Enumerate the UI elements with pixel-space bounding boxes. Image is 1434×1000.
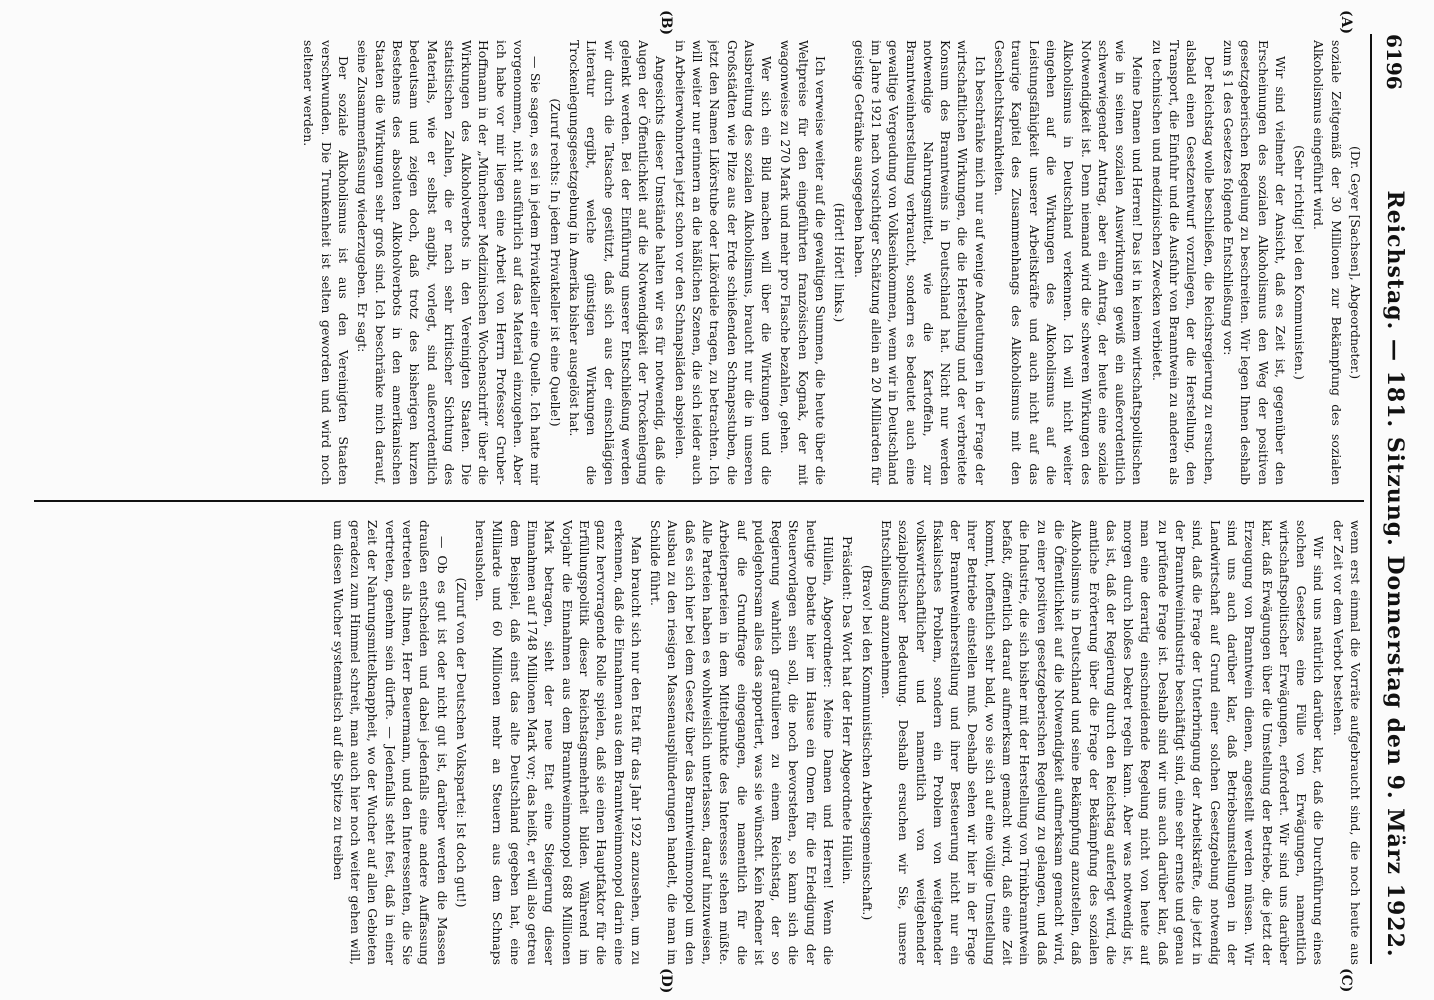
paragraph: Man braucht sich nur den Etat für das Jahr 1922 anzusehen, um zu erkennen, daß die Einnahmen aus dem Branntweinmonopol darin eine ganz hervorragende Rolle spielen, daß sie einen Hauptfaktor für die Erfüllungspolitik dieser Reichstagsmehrheit bilden. Während im Vorjahr die Einnahmen aus dem Branntweinmonopol 688 Millionen Mark betragen, sieht der neue Etat eine Steigerung dieser Einnahmen auf 1748 Millionen Mark vor; das heißt, er will also getreu dem Beispiel, daß einst das alte Deutschland gegeben hat, eine Milliarde und 60 Millionen mehr an Steuern aus dem Schnaps herausholen.	[473, 520, 644, 965]
margin-marker-a: (A)	[1338, 10, 1354, 35]
interjection: (Zuruf von der Deutschen Volkspartei: Ist doch gut!)	[453, 577, 469, 908]
paragraph: Hüllein, Abgeordneter: Meine Damen und Herren! Wenn die heutige Debatte hier im Hause ein Omen für die Erledigung der Steuervorlagen sein soll, die noch bevorstehen, so kann sich die Regierung wahrlich gratulieren zu einem Reichstag, der so pudelgehorsam alles das apportiert, was sie wünscht. Kein Redner ist auf die Grundfrage eingegangen, die namentlich für die Arbeiterparteien in dem Mittelpunkte des Interesses stehen müßte. Alle Parteien haben es wohlweislich unterlassen, darauf hinzuweisen, daß es sich hier bei dem Gesetz über das Branntweinmonopol um den Ausbau zu den riesigen Massenausplünderungen handelt, die man im Schilde führt.	[648, 520, 837, 965]
interjection: (Bravo! bei den Kommunistischen Arbeitsgemeinschaft.)	[859, 564, 875, 921]
paragraph: soziale Zeitgemäß der 30 Millionen zur Bekämpfung des sozialen Alkoholismus eingeführt wird.	[1311, 40, 1344, 485]
margin-marker-b: (B)	[658, 10, 674, 36]
interjection: (Hört! Hört! links.)	[832, 202, 848, 323]
margin-marker-c: (C)	[1338, 968, 1354, 993]
page-title: Reichstag. — 181. Sitzung. Donnerstag den 9. März 1922.	[1382, 190, 1408, 958]
page-number: 6196	[1382, 34, 1406, 90]
paragraph: Der soziale Alkoholismus ist aus den Vereinigten Staaten verschwunden. Die Trunkenheit ist selten geworden und wird noch seltener werden.	[301, 40, 352, 485]
paragraph: Der Reichstag wolle beschließen, die Reichsregierung zu ersuchen, alsbald einen Gesetzentwurf vorzulegen, der die Herstellung, den Transport, die Einfuhr und die Ausfuhr von Branntwein zu anderen als zu technischen und medizinischen Zwecken verbietet.	[1149, 40, 1217, 485]
interjection: (Zuruf rechts: In jedem Privatkeller ist eine Quelle!)	[547, 98, 563, 427]
paragraph: Angesichts dieser Umstände halten wir es für notwendig, daß die Augen der Öffentlichkeit auf die Notwendigkeit der Trockenlegung gelenkt werden. Bei der Einführung unserer Entschließung werden wir durch die Tatsache gestützt, daß sich aus der einschlägigen Literatur ergibt, welche günstigen Wirkungen die Trockenlegungsgesetzgebung in Amerika bisher ausgelöst hat.	[566, 40, 669, 485]
margin-marker-d: (D)	[658, 968, 674, 994]
column-divider	[34, 500, 1364, 502]
right-column	[34, 520, 1364, 965]
paragraph: Wer sich ein Bild machen will über die Wirkungen und die Ausbreitung des sozialen Alkoholismus, braucht nur die in unseren Großstädten wie Pilze aus der Erde schießenden Schnapsstuben, die jetzt den Namen Likörstube oder Likördiele tragen, zu betrachten. Ich will weiter nur erinnern an die häßlichen Szenen, die sich leider auch in Arbeiterwohnorten jetzt schon vor den Schnapsläden abspielen.	[672, 40, 775, 485]
page-header	[1370, 34, 1416, 964]
paragraph: Ich verweise weiter auf die gewaltigen Summen, die heute über die Weltpreise für den eingeführten französischen Kognak, der mit wagonweise zu 270 Mark und mehr pro Flasche bezahlen, gehen.	[778, 40, 829, 485]
paragraph: — Sie sagen, es sei in jedem Privatkeller eine Quelle. Ich hatte mir vorgenommen, nicht ausführlich auf das Material einzugehen. Aber ich habe vor mir liegen eine Arbeit von Herrn Professor Gruber-Hoffmann in der „Münchener Medizinischen Wochenschrift“ über die Wirkungen des Alkoholverbots in den Vereinigten Staaten. Die statistischen Zahlen, die er nach sehr kritischer Sichtung des Materials, wie er selbst angibt, vorlegt, sind außerordentlich bedeutsam und zeigen doch, daß trotz des bisherigen kurzen Bestehens des absoluten Alkoholverbots in den amerikanischen Staaten die Wirkungen sehr groß sind. Ich beschränke mich darauf, seine Zusammenfassung wiederzugeben. Er sagt:	[355, 40, 544, 485]
paragraph: Präsident: Das Wort hat der Herr Abgeordnete Hüllein.	[840, 536, 856, 885]
paragraph: Ich beschränke mich nur auf wenige Andeutungen in der Frage der wirtschaftlichen Wirkungen, die die Herstellung und der verbreitete Konsum des Branntweins in Deutschland hat. Nicht nur werden notwendige Nahrungsmittel, wie die Kartoffeln, zur Branntweinherstellung verbraucht, sondern es bedeutet auch eine gewaltige Vergeudung von Volkseinkommen, wenn wir in Deutschland im Jahre 1921 nach vorsichtiger Schätzung allein an 20 Milliarden für geistige Getränke ausgegeben haben.	[851, 40, 988, 485]
paragraph: — Ob es gut ist oder nicht gut ist, darüber werden die Massen draußen entscheiden und dabei jedenfalls eine andere Auffassung vertreten als Ihnen, Herr Beuermann, und den Interessenten, die Sie vertreten, genehm sein dürfte. — Jedenfalls steht fest, daß in einer Zeit der Nahrungsmittelknappheit, wo der Wucher auf allen Gebieten geradezu zum Himmel schreit, man auch hier noch weiter gehen will, um diesen Wucher systematisch auf die Spitze zu treiben	[330, 520, 450, 965]
paragraph: Meine Damen und Herren! Das ist in keinem wirtschaftspolitischen wie in seinen sozialen Auswirkungen gewiß ein außerordentlich schwerwiegender Antrag, aber ein Antrag, der heute eine soziale Notwendigkeit ist. Denn niemand wird die schweren Wirkungen des Alkoholismus in Deutschland verkennen. Ich will nicht weiter eingehen auf die Wirkungen des Alkoholismus auf die Leistungsfähigkeit unserer Arbeitskräfte und auch nicht auf das traurige Kapitel des Zusammenhangs des Alkoholismus mit den Geschlechtskrankheiten.	[992, 40, 1146, 485]
paragraph: Wir sind vielmehr der Ansicht, daß es Zeit ist, gegenüber den Erscheinungen des sozialen Alkoholismus den Weg der positiven gesetzgeberischen Regelung zu beschreiten. Wir legen Ihnen deshalb zum § 1 des Gesetzes folgende Entschließung vor:	[1220, 40, 1288, 485]
interjection: (Dr. Geyer [Sachsen], Abgeordneter.)	[1348, 145, 1363, 380]
interjection: (Sehr richtig! bei den Kommunisten.)	[1292, 145, 1308, 380]
left-column	[34, 40, 1364, 485]
paragraph: wenn erst einmal die Vorräte aufgebraucht sind, die noch heute aus der Zeit vor dem Verbot bestehen.	[1330, 520, 1363, 965]
paragraph: Wir sind uns natürlich darüber klar, daß die Durchführung eines solchen Gesetzes eine Fülle von Erwägungen, namentlich wirtschaftspolitischer Erwägungen, erfordert. Wir sind uns darüber klar, daß Erwägungen über die Umstellung der Betriebe, die jetzt der Erzeugung von Branntwein dienen, angestellt werden müssen. Wir sind uns auch darüber klar, daß Betriebsumstellungen in der Landwirtschaft auf Grund einer solchen Gesetzgebung notwendig sind, daß die Frage der Unterbringung der Arbeitskräfte, die jetzt in der Branntweinindustrie beschäftigt sind, eine sehr ernste und genau zu prüfende Frage ist. Deshalb sind wir uns auch darüber klar, daß man eine derartig einschneidende Regelung nicht von heute auf morgen durch bloßes Dekret regeln kann. Aber was notwendig ist, das ist, daß der Regierung durch den Reichstag auferlegt wird, die amtliche Erörterung über die Frage der Bekämpfung des sozialen Alkoholismus in Deutschland und seine Bekämpfung anzustellen, daß die Öffentlichkeit auf die Notwendigkeit aufmerksam gemacht wird, zu einer positiven gesetzgeberischen Regelung zu gelangen, und daß die Industrie, die sich bisher mit der Herstellung von Trinkbranntwein befaßt, öffentlich darauf aufmerksam gemacht wird, daß eine Zeit kommt, hoffentlich sehr bald, wo sie sich auf eine völlige Umstellung ihrer Betriebe einstellen muß. Deshalb sehen wir hier in der Frage der Branntweinherstellung und ihrer Besteuerung nicht nur ein fiskalisches Problem, sondern ein Problem von weitgehender volkswirtschaftlicher und namentlich von weitgehender sozialpolitischer Bedeutung. Deshalb ersuchen wir Sie, unsere Entschließung anzunehmen.	[878, 520, 1327, 965]
